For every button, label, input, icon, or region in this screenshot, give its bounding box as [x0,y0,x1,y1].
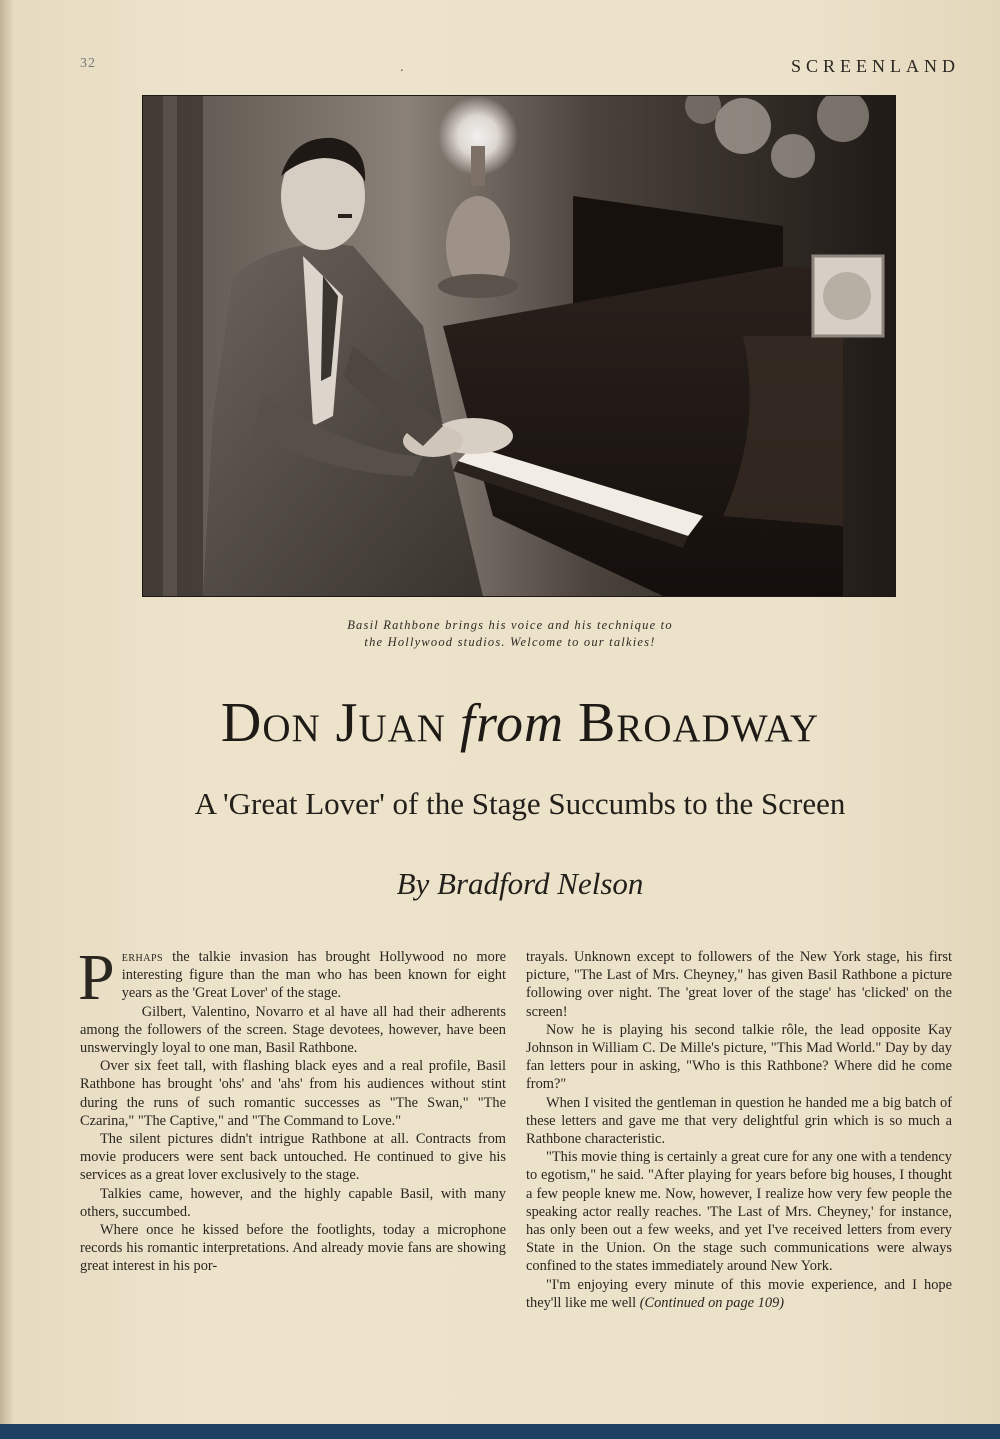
drop-cap: P [78,941,115,1014]
article-paragraph: Gilbert, Valentino, Novarro et al have all had their adherents among the followers of the screen. Stage devotees, however, have been unswervingly loyal to one man, Basil Rathbone. [80,1003,506,1057]
caption-line-1: Basil Rathbone brings his voice and his technique to [347,618,673,632]
article-paragraph: When I visited the gentleman in question he handed me a big batch of these letters and gave me that very delightful grin which is so much a Rathbone characteristic. [526,1094,952,1148]
article-paragraph: Over six feet tall, with flashing black eyes and a real profile, Basil Rathbone has brought 'ohs' and 'ahs' from his audiences without stint during the runs of such romantic successes as "The Swan," "The Czarina," "The Captive," and "The Command to Love." [80,1058,506,1129]
article-paragraph: trayals. Unknown except to followers of the New York stage, his first picture, "The Last of Mrs. Cheyney," has given Basil Rathbone a picture following over night. The 'great lover of the stage' has 'clicked' on the screen! [526,949,952,1020]
portrait-photo [142,95,896,597]
article-paragraph: Talkies came, however, and the highly capable Basil, with many others, succumbed. [80,1185,506,1220]
page-number: 32 [80,56,96,71]
headline-part-2: from [459,693,564,753]
article-subheadline: A 'Great Lover' of the Stage Succumbs to the Screen [194,786,846,821]
continued-note: (Continued on page 109) [639,1294,785,1311]
binding-gutter-shadow [0,0,14,1439]
paragraph-text: "I'm enjoying every minute of this movie experience, and I hope they'll like me well [526,1276,952,1311]
article-paragraph: Where once he kissed before the footlights, today a microphone records his romantic interpretations. And already movie fans are showing great interest in his por- [80,1222,506,1275]
article-paragraph [78,941,506,1014]
photo-caption [300,617,720,651]
article-paragraph [526,1276,952,1312]
article-paragraph: Now he is playing his second talkie rôle, the lead opposite Kay Johnson in William C. De Mille's picture, "This Mad World." Day by day fan letters pour in asking, "Who is this Rathbone? Where did he come from?" [526,1021,952,1093]
article-byline: By Bradford Nelson [396,866,644,901]
header-dot: . [400,60,404,75]
magazine-name: SCREENLAND [790,56,960,76]
article-paragraph: "This movie thing is certainly a great cure for any one with a tendency to egotism," he said. "After playing for years before big houses, I thought a few people knew me. Now, however, I realize how very few people the speaking actor really reaches. 'The Last of Mrs. Cheyney,' for instance, has only been out a few weeks, and yet I've received letters from every State in the Union. On the stage such communications were always confined to the states immediately around New York. [526,1149,952,1275]
headline-part-3: Broadway [577,692,820,754]
article-column-right [526,948,952,1312]
headline-part-1: Don Juan [220,692,446,754]
lead-small-caps: erhaps [121,949,164,965]
paragraph-text: the talkie invasion has brought Hollywood no more interesting figure than the man who has been known for eight years as the 'Great Lover' of the stage. [121,949,506,1002]
bottom-binding-strip [0,1424,1000,1439]
caption-line-2: the Hollywood studios. Welcome to our talkies! [364,635,656,649]
portrait-illustration [143,96,895,596]
article-headline [60,675,980,771]
article-paragraph: The silent pictures didn't intrigue Rathbone at all. Contracts from movie producers were sent back untouched. He continued to give his services as a great lover exclusively to the stage. [80,1131,506,1184]
article-column-left [78,941,506,1276]
